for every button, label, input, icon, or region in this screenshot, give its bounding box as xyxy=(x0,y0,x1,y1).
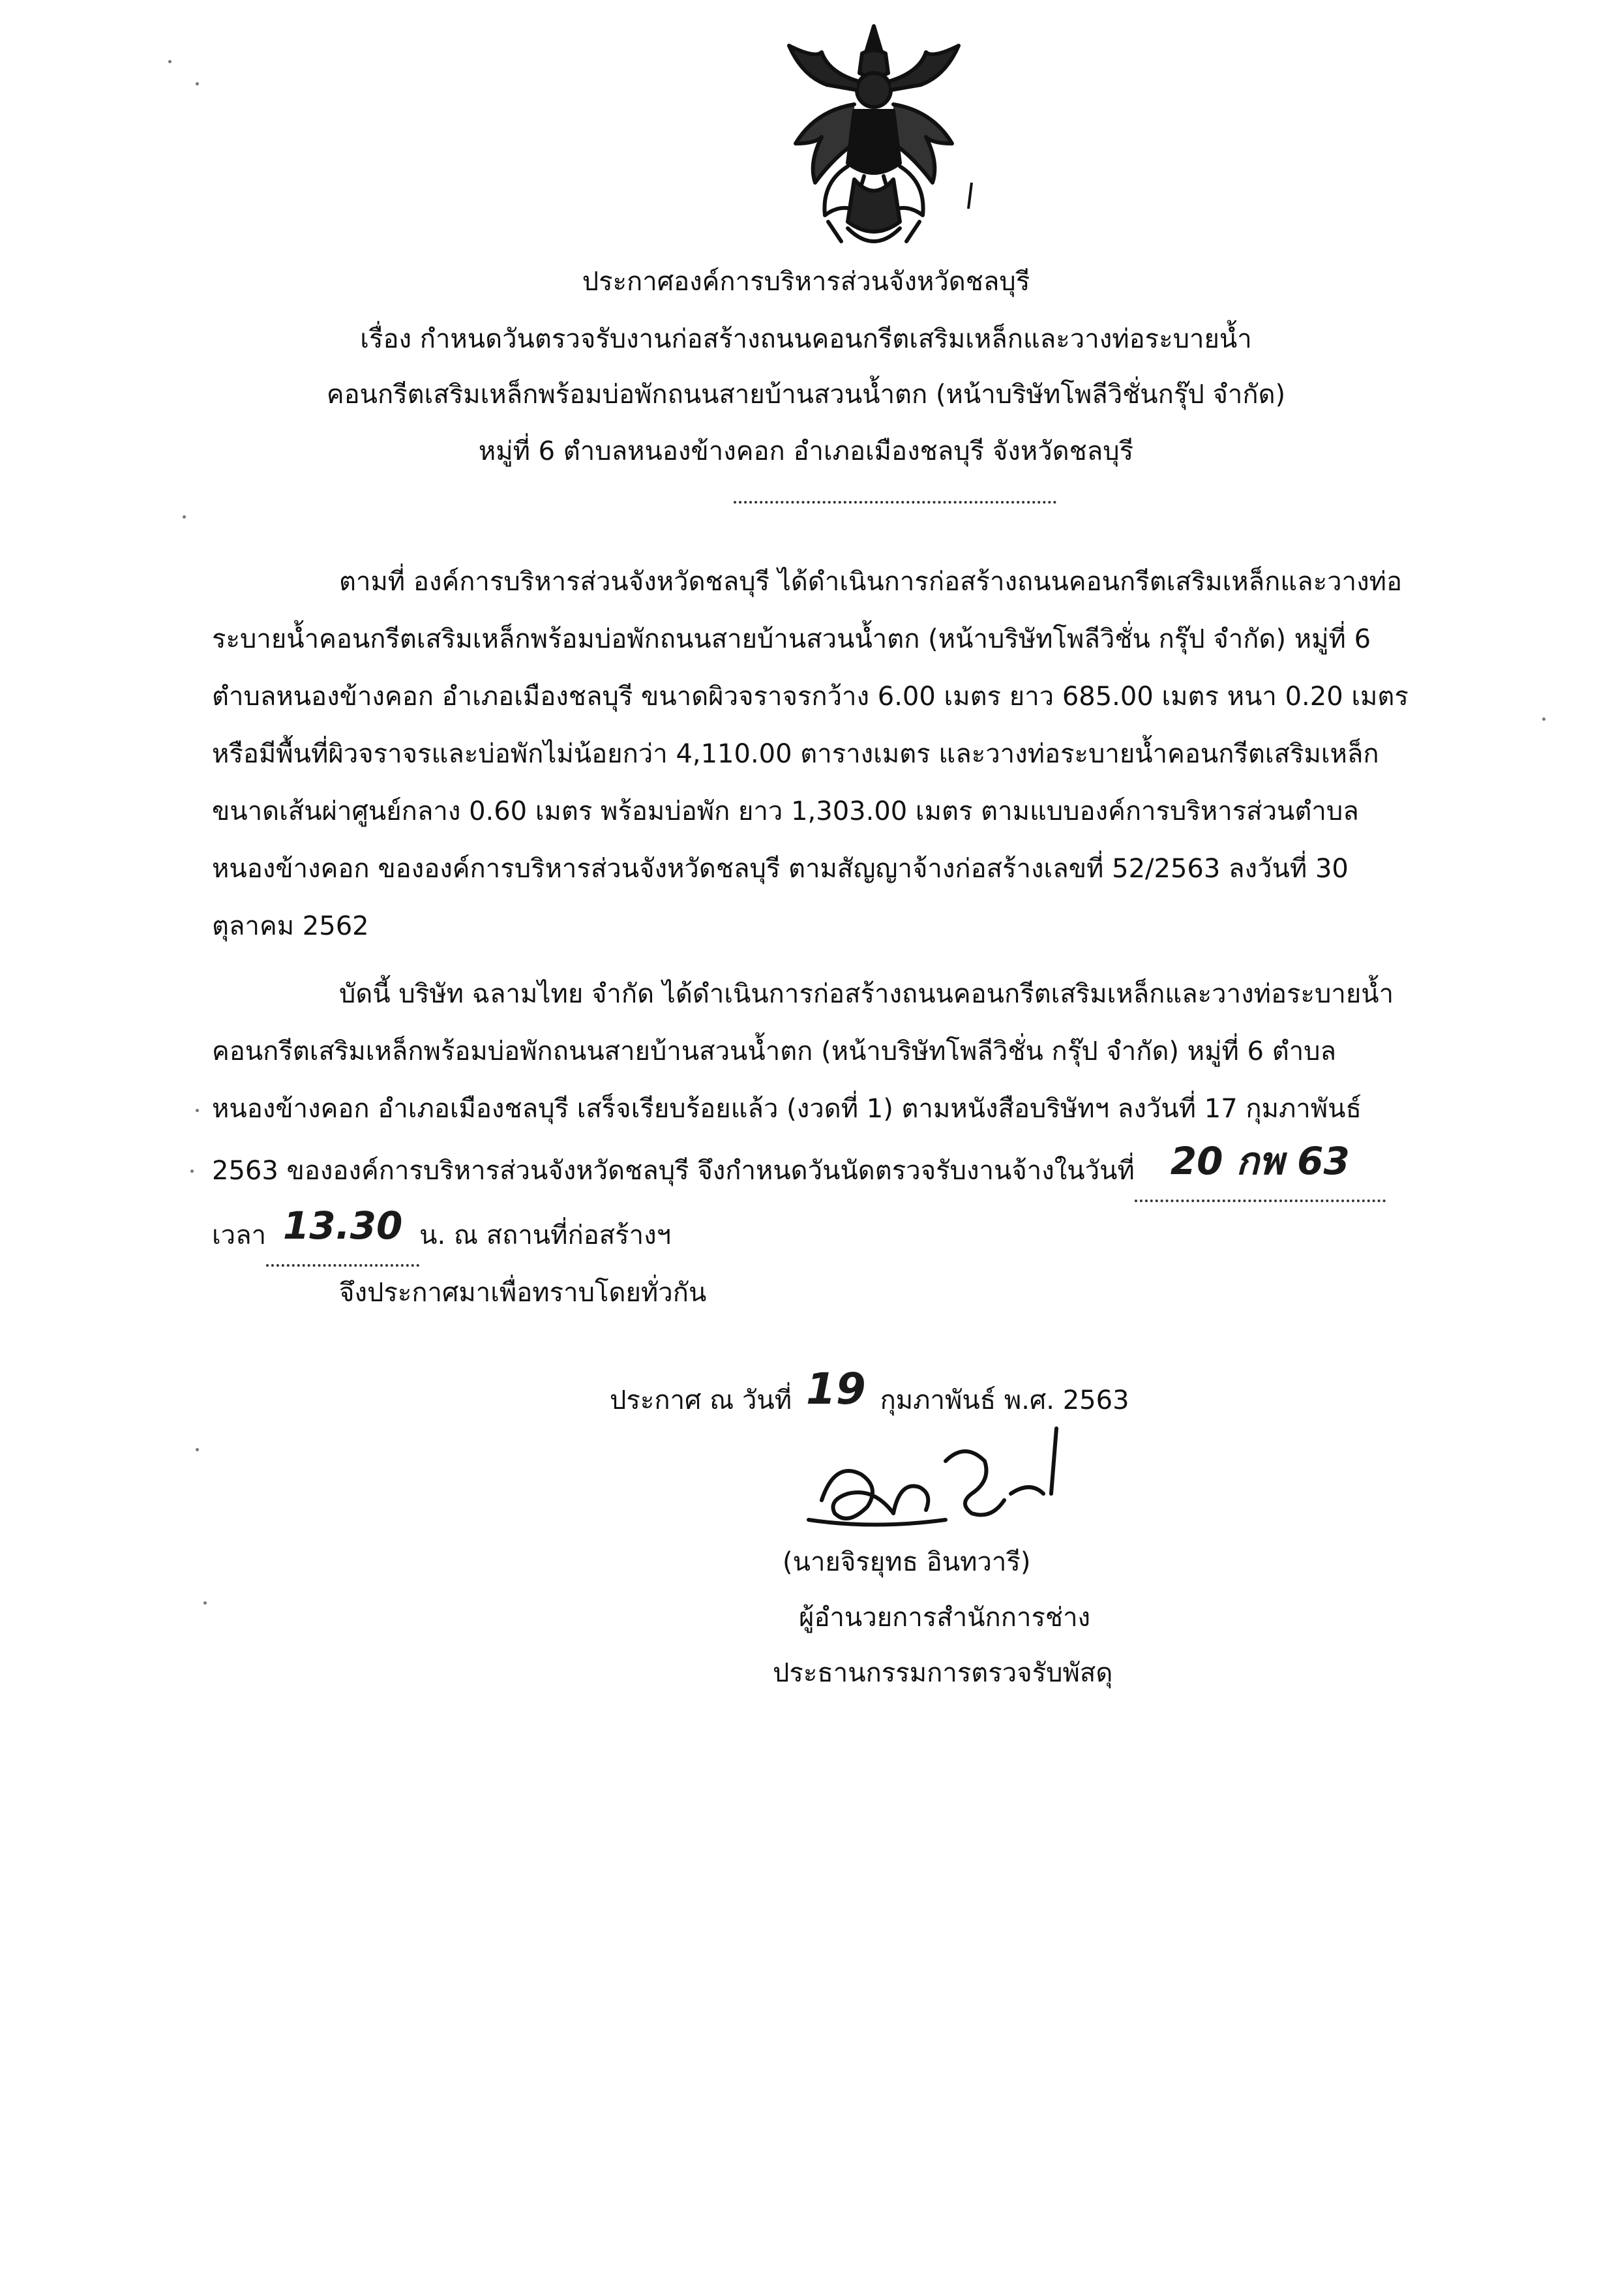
heading-subject: เรื่อง กำหนดวันตรวจรับงานก่อสร้างถนนคอนกรีตเสริมเหล็กและวางท่อระบายน้ำ xyxy=(360,324,1252,354)
handwritten-signature xyxy=(796,1422,1096,1533)
signatory-name: (นายจิรยุทธ อินทวารี) xyxy=(783,1547,1031,1577)
paragraph-line: ระบายน้ำคอนกรีตเสริมเหล็กพร้อมบ่อพักถนนสายบ้านสวนน้ำตก (หน้าบริษัทโพลีวิชั่น กรุ๊ป จำกัด) หมู่ที่ 6 xyxy=(212,624,1371,654)
signatory-role: ประธานกรรมการตรวจรับพัสดุ xyxy=(773,1658,1113,1688)
time-suffix: น. ณ สถานที่ก่อสร้างฯ xyxy=(419,1220,672,1250)
paragraph-line: ตำบลหนองข้างคอก อำเภอเมืองชลบุรี ขนาดผิวจราจรกว้าง 6.00 เมตร ยาว 685.00 เมตร หนา 0.20 เมตร xyxy=(212,682,1409,712)
declaration-suffix: กุมภาพันธ์ พ.ศ. 2563 xyxy=(880,1385,1129,1415)
declaration-date xyxy=(610,1364,1129,1415)
paragraph-line: ตามที่ องค์การบริหารส่วนจังหวัดชลบุรี ได้ดำเนินการก่อสร้างถนนคอนกรีตเสริมเหล็กและวางท่อ xyxy=(339,567,1403,597)
paragraph-line: หรือมีพื้นที่ผิวจราจรและบ่อพักไม่น้อยกว่า 4,110.00 ตารางเมตร และวางท่อระบายน้ำคอนกรีตเสริมเหล็ก xyxy=(212,739,1379,769)
paragraph-line: หนองข้างคอก อำเภอเมืองชลบุรี เสร็จเรียบร้อยแล้ว (งวดที่ 1) ตามหนังสือบริษัทฯ ลงวันที่ 17 กุมภาพันธ์ xyxy=(212,1094,1362,1124)
heading-subject-cont: คอนกรีตเสริมเหล็กพร้อมบ่อพักถนนสายบ้านสวนน้ำตก (หน้าบริษัทโพลีวิชั่นกรุ๊ป จำกัด) xyxy=(326,380,1286,410)
time-label: เวลา xyxy=(212,1220,267,1250)
scan-speck xyxy=(196,82,199,85)
scan-speck xyxy=(196,1448,199,1451)
inspection-date-handwritten: 20 กพ 63 xyxy=(1170,1139,1350,1183)
declaration-day-handwritten: 19 xyxy=(805,1364,866,1414)
scan-speck xyxy=(203,1601,207,1605)
paragraph-line: ตุลาคม 2562 xyxy=(212,911,369,941)
scan-speck xyxy=(190,1170,194,1173)
scan-speck xyxy=(183,515,186,519)
paragraph-line: บัดนี้ บริษัท ฉลามไทย จำกัด ได้ดำเนินการก่อสร้างถนนคอนกรีตเสริมเหล็กและวางท่อระบายน้ำ xyxy=(339,979,1394,1009)
closing-statement: จึงประกาศมาเพื่อทราบโดยทั่วกัน xyxy=(339,1278,707,1308)
heading-issuer: ประกาศองค์การบริหารส่วนจังหวัดชลบุรี xyxy=(582,267,1030,297)
scan-speck xyxy=(196,1109,199,1112)
paragraph-line xyxy=(212,1202,1457,1267)
paragraph-completion xyxy=(212,965,1457,1267)
scan-speck xyxy=(168,60,172,63)
paragraph-line: คอนกรีตเสริมเหล็กพร้อมบ่อพักถนนสายบ้านสวนน้ำตก (หน้าบริษัทโพลีวิชั่น กรุ๊ป จำกัด) หมู่ที่ 6 ตำบล xyxy=(212,1036,1337,1066)
paragraph-line: ขนาดเส้นผ่าศูนย์กลาง 0.60 เมตร พร้อมบ่อพัก ยาว 1,303.00 เมตร ตามแบบองค์การบริหารส่วนตำบล xyxy=(212,796,1359,826)
garuda-emblem xyxy=(750,13,998,261)
inspection-date-field xyxy=(1135,1138,1386,1202)
inspection-time-handwritten: 13.30 xyxy=(282,1203,403,1248)
scan-speck xyxy=(1542,718,1545,721)
paragraph-line: หนองข้างคอก ขององค์การบริหารส่วนจังหวัดชลบุรี ตามสัญญาจ้างก่อสร้างเลขที่ 52/2563 ลงวันที่ 30 xyxy=(212,854,1349,884)
heading-location: หมู่ที่ 6 ตำบลหนองข้างคอก อำเภอเมืองชลบุรี จังหวัดชลบุรี xyxy=(478,436,1134,466)
signatory-position: ผู้อำนวยการสำนักการช่าง xyxy=(799,1603,1091,1633)
inspection-time-field xyxy=(266,1202,419,1267)
paragraph-line xyxy=(212,1138,1457,1202)
declaration-prefix: ประกาศ ณ วันที่ xyxy=(610,1385,792,1415)
inspection-date-label: 2563 ขององค์การบริหารส่วนจังหวัดชลบุรี จึงกำหนดวันนัดตรวจรับงานจ้างในวันที่ xyxy=(212,1156,1135,1186)
paragraph-background xyxy=(212,553,1457,955)
heading-separator xyxy=(734,501,1056,504)
